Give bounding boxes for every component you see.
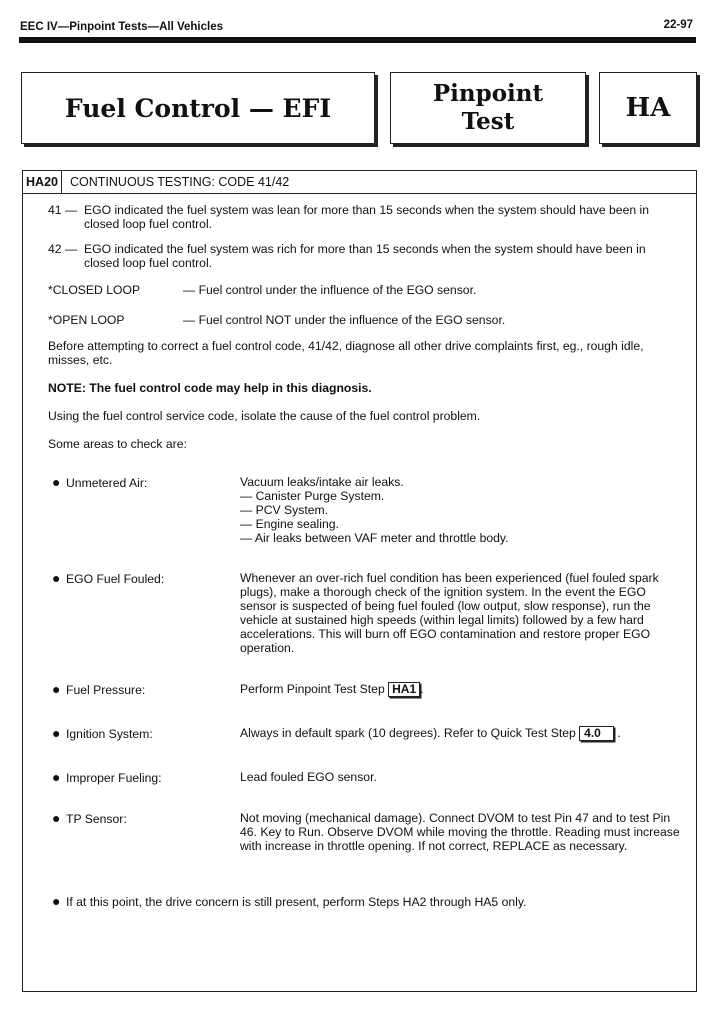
check-line: — Engine sealing. <box>240 517 339 531</box>
bullet-icon: ● <box>52 893 61 909</box>
paragraph-using: Using the fuel control service code, isolate the cause of the fuel control problem. <box>48 409 481 423</box>
check-line: — PCV System. <box>240 503 329 517</box>
check-description: Lead fouled EGO sensor. <box>240 770 377 784</box>
check-description: Not moving (mechanical damage). Connect DVOM to test Pin 47 and to test Pin 46. Key to Run. Observe DVOM while moving the throttle. Reading must increase with increase in throttle opening. If not correct, REPLACE as necessary. <box>240 811 680 853</box>
bullet-icon: ● <box>52 725 61 741</box>
loop-definition: — Fuel control under the influence of the EGO sensor. <box>183 283 477 297</box>
paragraph-note: NOTE: The fuel control code may help in this diagnosis. <box>48 381 372 395</box>
title-pinpoint-line1: Pinpoint <box>432 80 544 107</box>
section-title: CONTINUOUS TESTING: CODE 41/42 <box>70 175 290 189</box>
check-label <box>52 726 232 741</box>
check-suffix: . <box>420 682 424 696</box>
bullet-icon: ● <box>52 769 61 785</box>
loop-row-open <box>48 313 678 327</box>
bullet-icon: ● <box>52 474 61 490</box>
loop-term: *OPEN LOOP <box>48 313 125 327</box>
title-box-pinpoint <box>390 72 586 144</box>
loop-definition: — Fuel control NOT under the influence of the EGO sensor. <box>183 313 506 327</box>
title-box-main <box>21 72 375 144</box>
check-label <box>52 475 232 490</box>
code-number: 41 — <box>48 203 78 217</box>
check-label-text: TP Sensor: <box>66 812 127 826</box>
step-reference-box: HA1 <box>388 682 420 697</box>
final-note-text: If at this point, the drive concern is still present, perform Steps HA2 through HA5 only. <box>66 895 527 909</box>
section-header <box>23 171 696 194</box>
check-label <box>52 571 232 586</box>
loop-term: *CLOSED LOOP <box>48 283 141 297</box>
code-text: EGO indicated the fuel system was lean for more than 15 seconds when the system should have been in closed loop fuel control. <box>84 203 650 231</box>
check-line: — Canister Purge System. <box>240 489 385 503</box>
paragraph-before: Before attempting to correct a fuel control code, 41/42, diagnose all other drive complaints first, eg., rough idle, misses, etc. <box>48 339 644 367</box>
loop-row-closed <box>48 283 678 297</box>
check-text: Perform Pinpoint Test Step <box>240 682 385 696</box>
check-label-text: EGO Fuel Fouled: <box>66 572 165 586</box>
check-label-text: Improper Fueling: <box>66 771 162 785</box>
code-item-41 <box>48 203 678 231</box>
code-number: 42 — <box>48 242 78 256</box>
check-description: Whenever an over-rich fuel condition has been experienced (fuel fouled spark plugs), make a thorough check of the ignition system. In the event the EGO sensor is suspected of being fuel fouled (low output, slow response), run the vehicle at sustained high speeds (within legal limits) followed by a few hard accelerations. This will burn off EGO contamination and restore proper EGO operation. <box>240 571 659 655</box>
running-header: EEC IV—Pinpoint Tests—All Vehicles <box>20 21 224 33</box>
bullet-icon: ● <box>52 570 61 586</box>
check-description <box>240 475 680 545</box>
page-number: 22-97 <box>663 19 693 31</box>
check-description <box>240 726 680 741</box>
check-label <box>52 811 232 826</box>
check-label <box>52 682 232 697</box>
title-main-text: Fuel Control — EFI <box>64 93 332 123</box>
content <box>48 203 678 465</box>
title-box-code <box>599 72 697 144</box>
step-reference-box: 4.0 <box>579 726 614 741</box>
title-code-text: HA <box>625 93 671 123</box>
header-rule <box>19 37 696 43</box>
check-text: Always in default spark (10 degrees). Refer to Quick Test Step <box>240 726 576 740</box>
final-note <box>52 893 682 909</box>
check-line: — Air leaks between VAF meter and throttle body. <box>240 531 509 545</box>
check-label <box>52 770 232 785</box>
check-suffix: . <box>617 726 621 740</box>
check-label-text: Unmetered Air: <box>66 476 148 490</box>
check-description <box>240 682 680 697</box>
section-step: HA20 <box>23 171 62 193</box>
check-label-text: Ignition System: <box>66 727 153 741</box>
paragraph-areas: Some areas to check are: <box>48 437 187 451</box>
bullet-icon: ● <box>52 681 61 697</box>
check-line: Vacuum leaks/intake air leaks. <box>240 475 404 489</box>
code-item-42 <box>48 242 678 270</box>
check-label-text: Fuel Pressure: <box>66 683 146 697</box>
code-text: EGO indicated the fuel system was rich for more than 15 seconds when the system should have been in closed loop fuel control. <box>84 242 646 270</box>
title-pinpoint-line2: Test <box>461 108 515 135</box>
bullet-icon: ● <box>52 810 61 826</box>
